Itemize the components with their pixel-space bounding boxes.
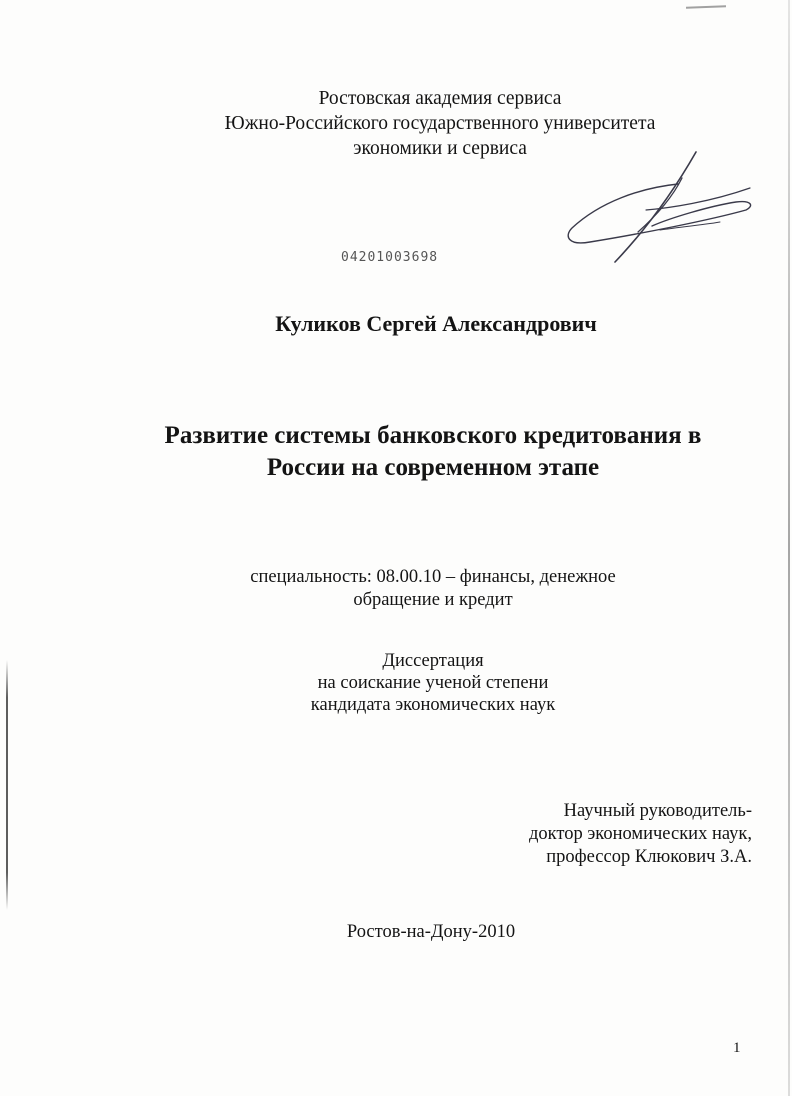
city-year: Ростов-на-Дону-2010 [346, 922, 516, 942]
thesis-line-1: Диссертация [382, 651, 484, 671]
author-name: Куликов Сергей Александрович [275, 311, 597, 336]
specialty-block [37, 566, 792, 612]
title-line-2: России на современном этапе [266, 454, 600, 481]
page-number: 1 [733, 1040, 741, 1056]
institution-line-1: Ростовская академия сервиса [318, 88, 562, 109]
handwritten-signature [560, 150, 760, 265]
institution-line-3: экономики и сервиса [353, 138, 527, 159]
archive-code-stamp: 04201003698 [341, 250, 439, 265]
supervisor-line-2: доктор экономических наук, [528, 824, 752, 844]
specialty-line-1: специальность: 08.00.10 – финансы, денежное [250, 567, 616, 587]
thesis-line-2: на соискание ученой степени [317, 673, 549, 693]
scan-edge-mark-left [6, 660, 8, 910]
dissertation-title [37, 420, 792, 484]
supervisor-line-3: профессор Клюкович З.А. [546, 847, 752, 867]
scan-mark-top [686, 5, 726, 8]
supervisor-block [529, 800, 752, 869]
supervisor-line-1: Научный руководитель- [563, 801, 752, 821]
specialty-line-2: обращение и кредит [353, 590, 513, 610]
institution-line-2: Южно-Российского государственного университета [224, 113, 656, 134]
thesis-line-3: кандидата экономических наук [310, 695, 556, 715]
title-line-1: Развитие системы банковского кредитования в [164, 422, 702, 449]
thesis-description [37, 650, 792, 716]
